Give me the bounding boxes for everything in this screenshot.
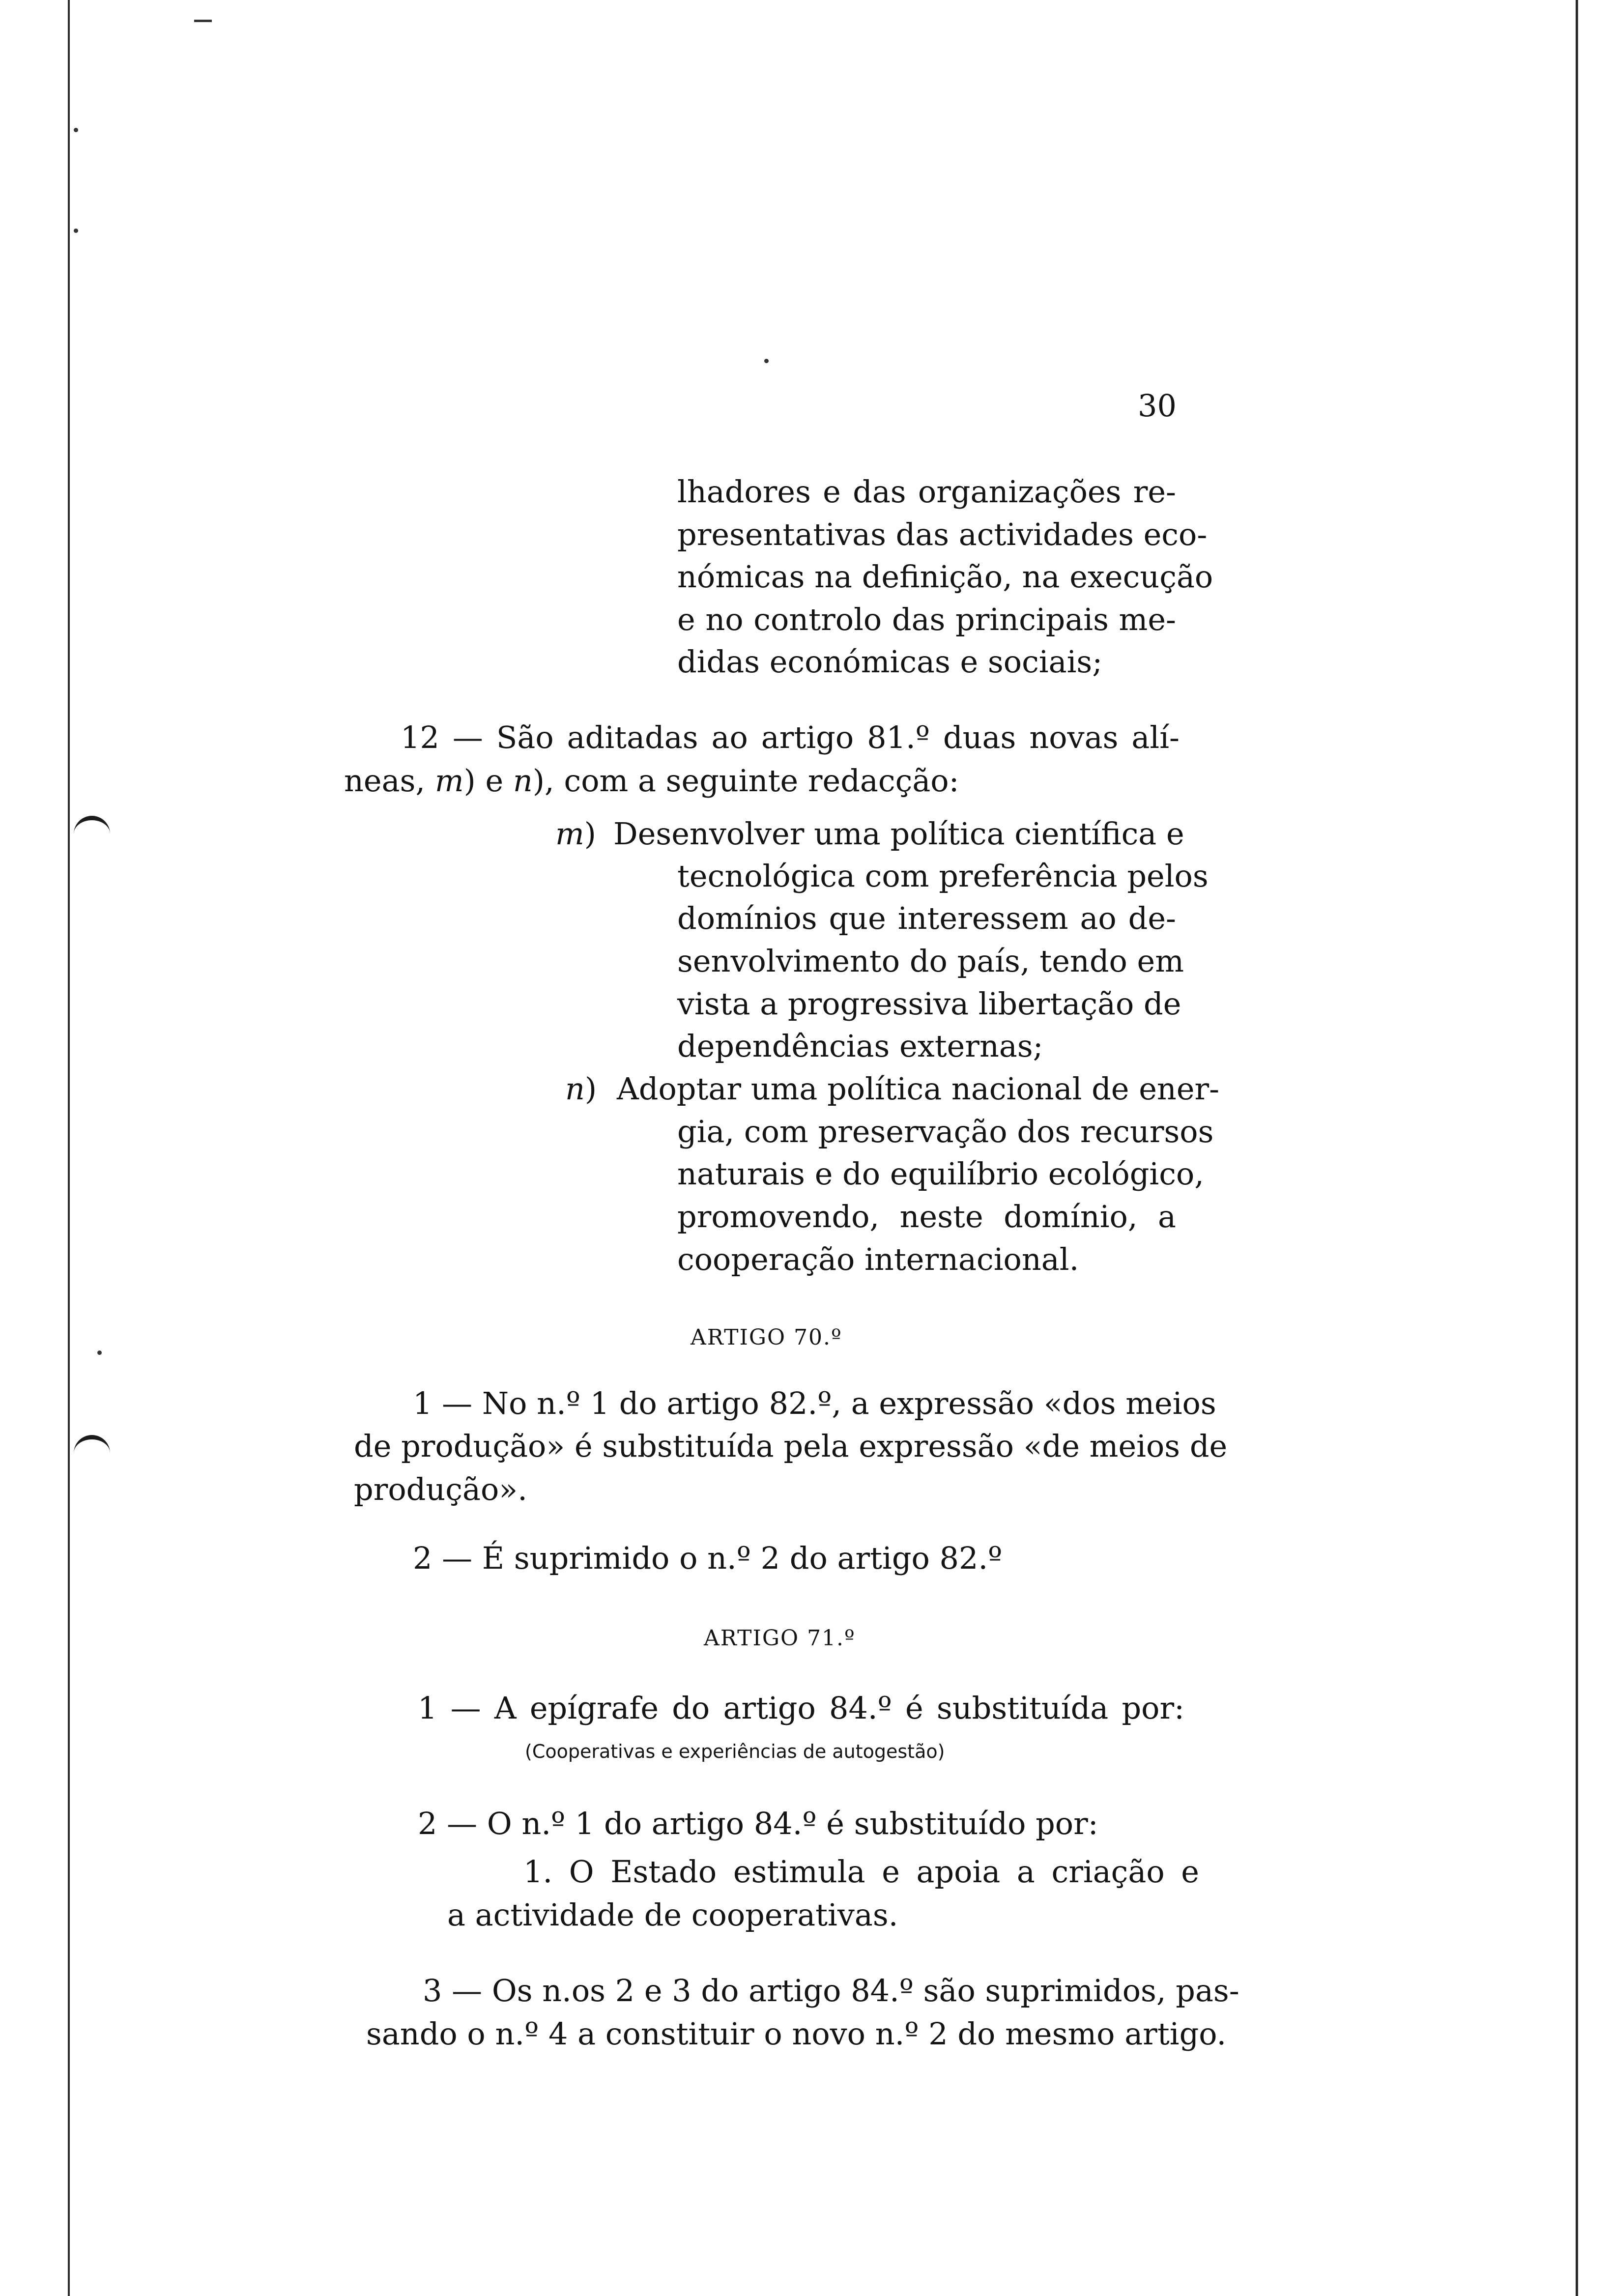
text-line: nómicas na definição, na execução <box>677 559 1213 595</box>
text-line: lhadores e das organizações re- <box>677 474 1176 510</box>
alinea-m-line: tecnológica com preferência pelos <box>677 858 1209 894</box>
article-71-paragraph-3-line: 3 — Os n.os 2 e 3 do artigo 84.º são suprimidos, pas- <box>423 1973 1239 2009</box>
scan-speck <box>194 20 212 22</box>
alinea-m-line: Desenvolver uma política científica e <box>613 816 1184 852</box>
alinea-m-line: senvolvimento do país, tendo em <box>677 943 1184 979</box>
article-71-epigraph: (Cooperativas e experiências de autogestão) <box>525 1741 945 1762</box>
punch-hole-mark <box>74 1435 110 1459</box>
article-70-paragraph-line: 1 — No n.º 1 do artigo 82.º, a expressão «dos meios <box>413 1385 1216 1421</box>
article-71-paragraph-3-line: sando o n.º 4 a constituir o novo n.º 2 do mesmo artigo. <box>366 2016 1227 2052</box>
text-line: presentativas das actividades eco- <box>677 517 1208 552</box>
scan-speck <box>97 1350 102 1355</box>
alinea-n-line: naturais e do equilíbrio ecológico, <box>677 1156 1204 1192</box>
article-70-paragraph-line: produção». <box>354 1471 527 1507</box>
article-71-paragraph-2: 2 — O n.º 1 do artigo 84.º é substituído por: <box>418 1806 1098 1841</box>
alinea-n-line: Adoptar uma política nacional de ener- <box>617 1071 1220 1107</box>
scan-edge-right <box>1576 0 1578 2296</box>
alinea-n-line: cooperação internacional. <box>677 1241 1079 1277</box>
article-heading: ARTIGO 71.º <box>704 1626 856 1651</box>
scan-speck <box>74 229 78 233</box>
alinea-m-line: dependências externas; <box>677 1028 1043 1064</box>
scan-speck <box>74 128 78 132</box>
scan-speck <box>764 359 769 363</box>
alinea-m-line: vista a progressiva libertação de <box>677 986 1181 1022</box>
article-71-quote-line: 1. O Estado estimula e apoia a criação e <box>523 1854 1199 1890</box>
alinea-n-line: gia, com preservação dos recursos <box>677 1114 1214 1149</box>
alinea-n-label: n) <box>565 1071 597 1107</box>
article-70-paragraph-2: 2 — É suprimido o n.º 2 do artigo 82.º <box>413 1540 1003 1576</box>
alinea-n-line: promovendo, neste domínio, a <box>677 1199 1176 1234</box>
alinea-m-line: domínios que interessem ao de- <box>677 900 1176 936</box>
alinea-m-label: m) <box>555 816 596 852</box>
paragraph-12-line: neas, m) e n), com a seguinte redacção: <box>344 763 959 799</box>
text-line: didas económicas e sociais; <box>677 644 1103 680</box>
text-line: e no controlo das principais me- <box>677 602 1176 637</box>
article-70-paragraph-line: de produção» é substituída pela expressão «de meios de <box>354 1428 1228 1464</box>
punch-hole-mark <box>74 816 110 840</box>
scan-edge-left <box>68 0 70 2296</box>
article-heading: ARTIGO 70.º <box>691 1325 842 1350</box>
article-71-paragraph-1: 1 — A epígrafe do artigo 84.º é substituída por: <box>418 1690 1184 1726</box>
article-71-quote-line: a actividade de cooperativas. <box>447 1897 898 1933</box>
page-number: 30 <box>1138 388 1177 424</box>
paragraph-12-line: 12 — São aditadas ao artigo 81.º duas novas alí- <box>401 719 1180 755</box>
